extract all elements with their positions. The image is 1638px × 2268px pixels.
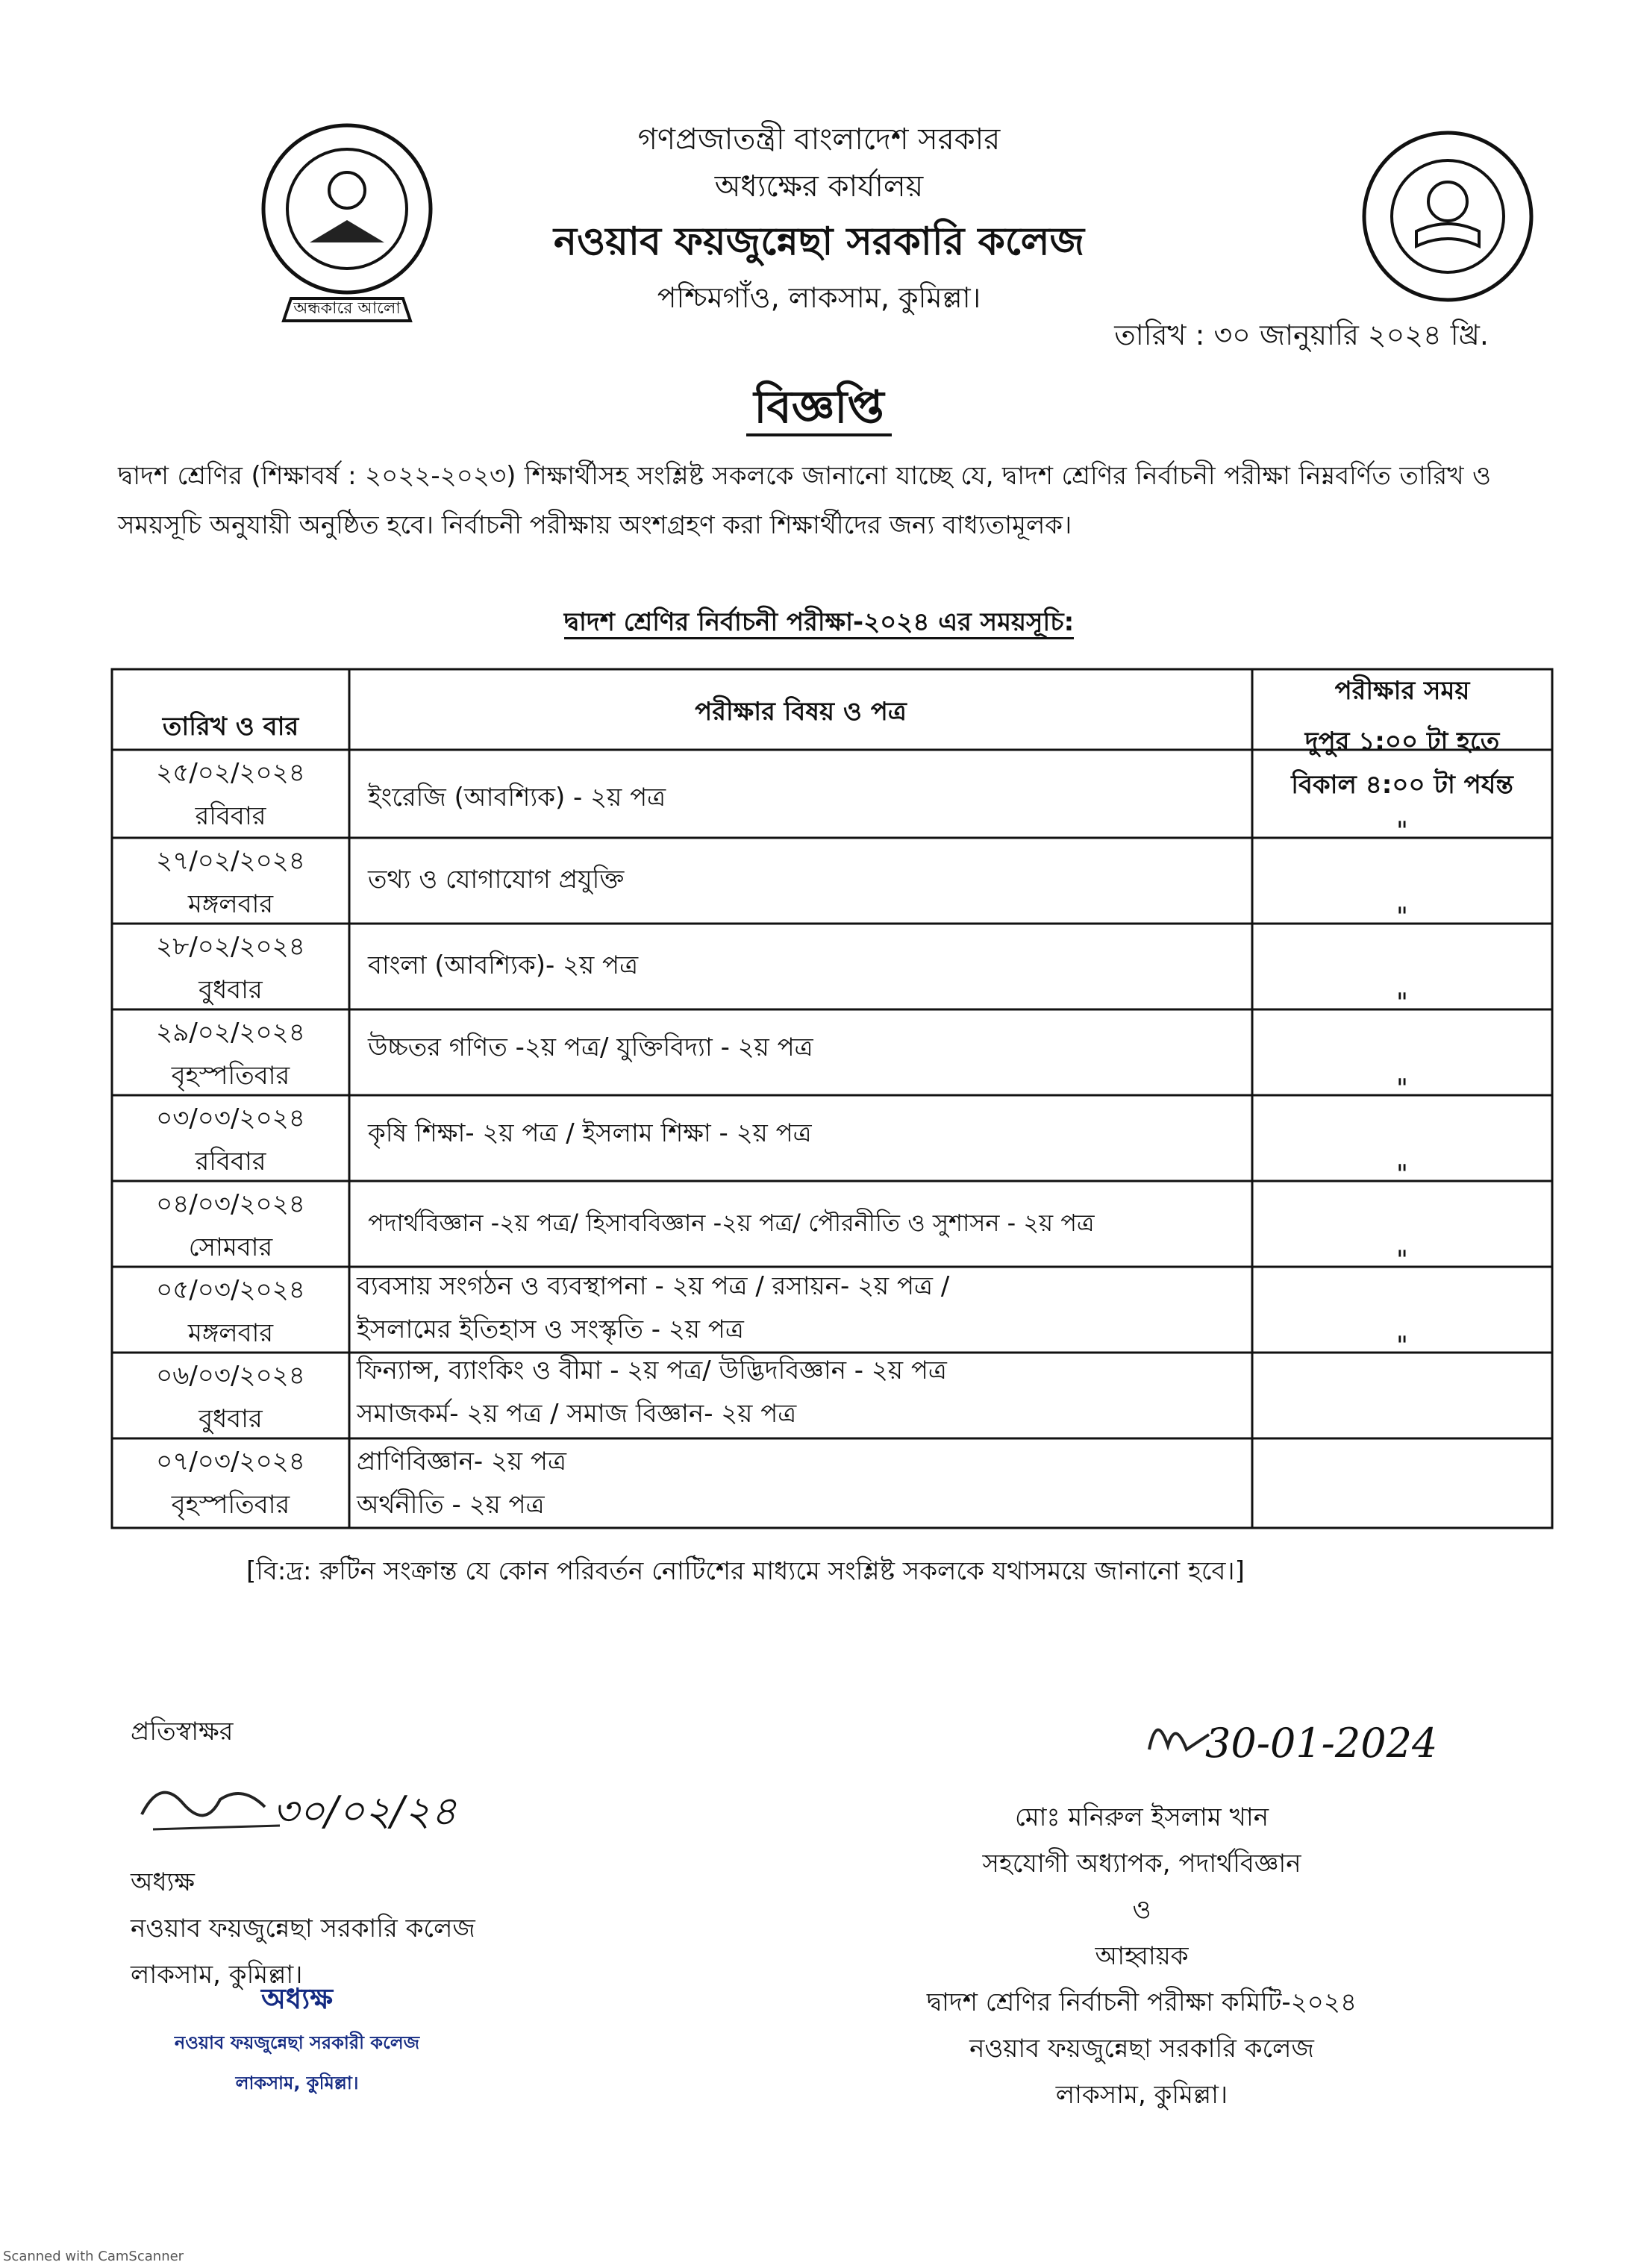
countersign-block [131,1708,475,1998]
row-time: " [1396,1245,1408,1275]
notice-date: তারিখ : ৩০ জানুয়ারি ২০২৪ খ্রি. [1114,319,1489,351]
convener-block [918,1794,1366,2118]
header-subject: পরীক্ষার বিষয় ও পত্র [695,697,907,727]
row-time-end: বিকাল ৪:০০ টা পর্যন্ত [1291,770,1513,800]
row-subject: ফিন্যান্স, ব্যাংকিং ও বীমা - ২য় পত্র/ উদ্ভিদবিজ্ঞান - ২য় পত্র [357,1356,947,1385]
row-date: ০৬/০৩/২০২৪ [156,1361,305,1391]
row-time: " [1396,902,1408,932]
row-time: " [1396,816,1408,846]
row-time: " [1396,1074,1408,1103]
footnote: [বি:দ্র: রুটিন সংক্রান্ত যে কোন পরিবর্তন নোটিশের মাধ্যমে সংশ্লিষ্ট সকলকে যথাসময়ে জানানো হবে।] [246,1556,1245,1586]
principal-college: নওয়াব ফয়জুন্নেছা সরকারি কলেজ [131,1914,475,1943]
row-date: ২৫/০২/২০২৪ [156,758,305,788]
convener-name: মোঃ মনিরুল ইসলাম খান [1014,1802,1269,1832]
college-address: পশ্চিমগাঁও, লাকসাম, কুমিল্লা। [657,281,981,314]
convener-college: নওয়াব ফয়জুন্নেছা সরকারি কলেজ [969,2034,1314,2064]
convener-location: লাকসাম, কুমিল্লা। [1055,2080,1228,2110]
row-subject-line2: সমাজকর্ম- ২য় পত্র / সমাজ বিজ্ঞান- ২য় পত্র [357,1399,797,1429]
principal-title: অধ্যক্ষ [131,1867,195,1897]
row-day: বৃহস্পতিবার [171,1061,290,1091]
row-subject: প্রাণিবিজ্ঞান- ২য় পত্র [357,1447,566,1476]
row-subject-line2: ইসলামের ইতিহাস ও সংস্কৃতি - ২য় পত্র [357,1315,744,1344]
row-day: মঙ্গলবার [187,1318,274,1348]
row-day: রবিবার [195,1147,266,1177]
convener-designation: সহযোগী অধ্যাপক, পদার্থবিজ্ঞান [982,1849,1301,1879]
row-date: ২৮/০২/২০২৪ [156,932,305,962]
college-name: নওয়াব ফয়জুন্নেছা সরকারি কলেজ [553,219,1085,264]
notice-title: বিজ্ঞপ্তি [0,373,1638,448]
row-date: ২৯/০২/২০২৪ [156,1018,305,1047]
office-name: অধ্যক্ষের কার্যালয় [714,169,924,204]
row-time: " [1396,988,1408,1018]
row-date: ০৪/০৩/২০২৪ [156,1189,305,1219]
row-subject: তথ্য ও যোগাযোগ প্রযুক্তি [368,865,625,895]
handwritten-date: ৩০/০২/২৪ [272,1788,457,1835]
row-subject: উচ্চতর গণিত -২য় পত্র/ যুক্তিবিদ্যা - ২য় পত্র [368,1033,813,1062]
header-time: পরীক্ষার সময় [1334,676,1470,706]
row-time: দুপুর ১:০০ টা হতে [1304,727,1500,756]
row-day: রবিবার [195,801,266,831]
principal-location: লাকসাম, কুমিল্লা। [131,1960,303,1990]
row-time: " [1396,1159,1408,1189]
row-subject-line2: অর্থনীতি - ২য় পত্র [357,1490,545,1520]
row-subject: বাংলা (আবশ্যিক)- ২য় পত্র [368,950,639,980]
row-date: ০৫/০৩/২০২৪ [156,1275,305,1305]
row-subject: ইংরেজি (আবশ্যিক) - ২য় পত্র [368,783,666,812]
convener-role: আহ্বায়ক [1095,1941,1189,1971]
government-name: গণপ্রজাতন্ত্রী বাংলাদেশ সরকার [637,122,1001,157]
convener-and: ও [1132,1895,1151,1925]
convener-committee: দ্বাদশ শ্রেণির নির্বাচনী পরীক্ষা কমিটি-২০২৪ [926,1987,1357,2017]
row-day: সোমবার [188,1232,273,1262]
scanner-watermark: Scanned with CamScanner [3,2249,184,2264]
logo-motto: অন্ধকারে আলো [293,299,401,318]
principal-signature [131,1755,475,1859]
row-date: ০৩/০৩/২০২৪ [156,1103,305,1133]
row-date: ২৭/০২/২০২৪ [156,846,305,876]
row-date: ০৭/০৩/২০২৪ [156,1447,305,1476]
notice-body: দ্বাদশ শ্রেণির (শিক্ষাবর্ষ : ২০২২-২০২৩) শিক্ষার্থীসহ সংশ্লিষ্ট সকলকে জানানো যাচ্ছে যে, দ্বাদশ শ্রেণির নির্বাচনী পরীক্ষা নিম্নবর্ণিত তারিখ ও সময়সূচি অনুযায়ী অনুষ্ঠিত হবে। নির্বাচনী পরীক্ষায় অংশগ্রহণ করা শিক্ষার্থীদের জন্য বাধ্যতামূলক। [118,461,1491,540]
row-day: বুধবার [199,1404,263,1434]
exam-schedule-table [110,668,1554,1529]
row-day: বৃহস্পতিবার [171,1490,290,1520]
schedule-title: দ্বাদশ শ্রেণির নির্বাচনী পরীক্ষা-২০২৪ এর সময়সূচি: [0,603,1638,645]
countersign-label: প্রতিস্বাক্ষর [131,1717,234,1747]
row-subject: ব্যবসায় সংগঠন ও ব্যবস্থাপনা - ২য় পত্র / রসায়ন- ২য় পত্র / [357,1271,950,1301]
row-day: মঙ্গলবার [187,889,274,919]
convener-signature [1134,1705,1552,1794]
header-date: তারিখ ও বার [162,712,299,742]
convener-date: 30-01-2024 [1205,1720,1438,1767]
row-subject: পদার্থবিজ্ঞান -২য় পত্র/ হিসাববিজ্ঞান -২য় পত্র/ পৌরনীতি ও সুশাসন - ২য় পত্র [368,1209,1095,1237]
principal-stamp: অধ্যক্ষ নওয়াব ফয়জুন্নেছা সরকারী কলেজ লাকসাম, কুমিল্লা। [174,1982,420,2093]
row-day: বুধবার [199,975,263,1005]
row-subject: কৃষি শিক্ষা- ২য় পত্র / ইসলাম শিক্ষা - ২য় পত্র [368,1118,812,1148]
row-time: " [1396,1331,1408,1361]
